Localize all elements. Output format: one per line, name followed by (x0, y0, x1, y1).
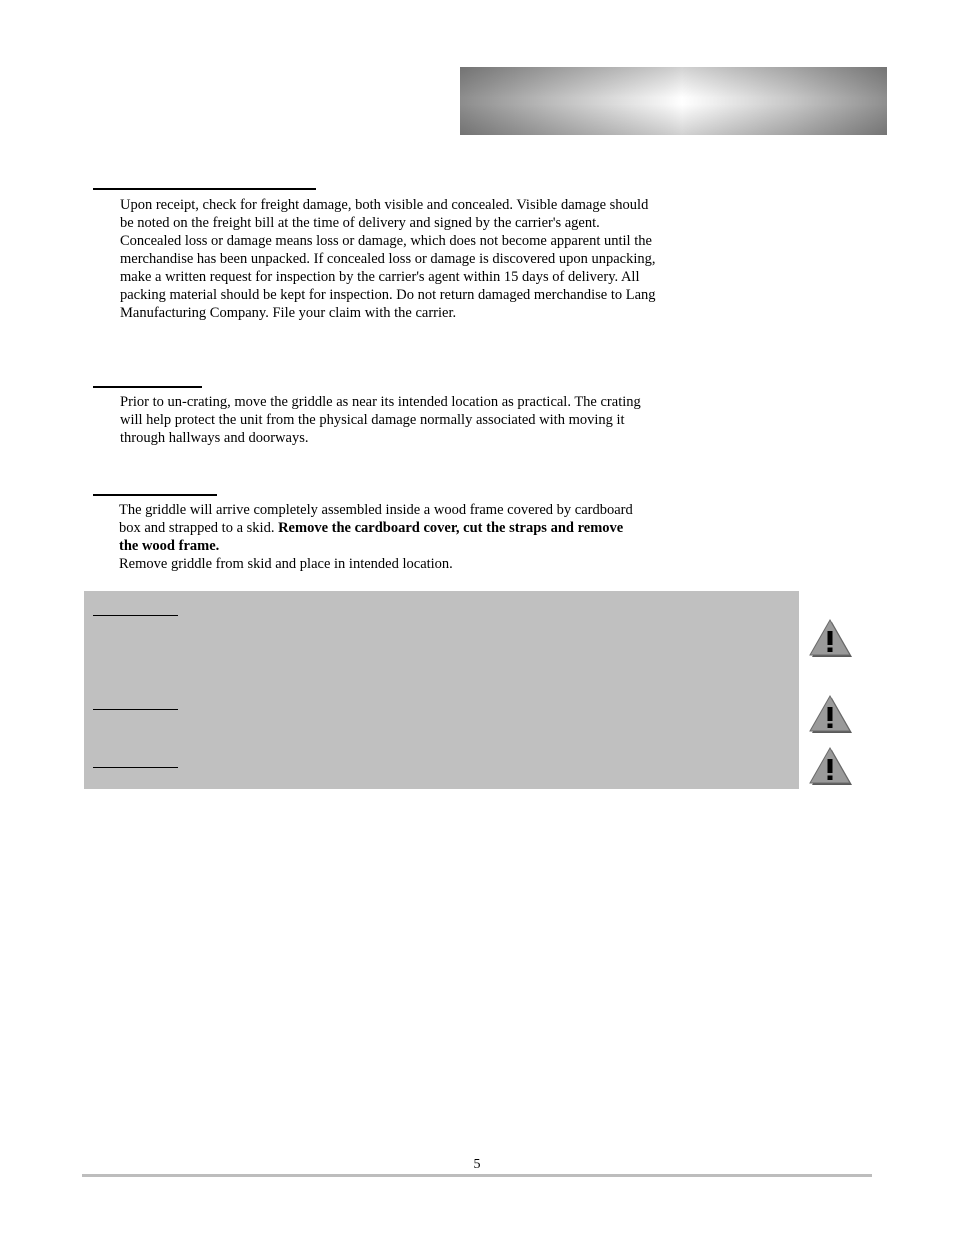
receiving-paragraph: Upon receipt, check for freight damage, both visible and concealed. Visible damage should be noted on the freight bill at the time of delivery and signed by the carrier's agent. Concealed loss or damage means loss or damage, which does not become apparent until the merchandise has been unpacked. If concealed loss or damage is discovered upon unpacking, make a written request for inspection by the carrier's agent within 15 days of delivery. All packing material should be kept for inspection. Do not return damaged merchandise to Lang Manufacturing Company. File your claim with the carrier. (120, 197, 656, 321)
section-header-banner (460, 67, 887, 135)
warning-heading-rule (93, 709, 178, 710)
warning-box (84, 591, 799, 789)
warning-triangle-icon (807, 746, 853, 786)
uncrating-paragraph (119, 501, 639, 573)
footer-rule (82, 1174, 872, 1177)
section-heading-rule-location (93, 386, 202, 388)
location-paragraph: Prior to un-crating, move the griddle as near its intended location as practical. The crating will help protect the unit from the physical damage normally associated with moving it through hallways and doorways. (120, 394, 641, 446)
warning-heading-rule (93, 767, 178, 768)
uncrating-text-end: Remove griddle from skid and place in intended location. (119, 556, 453, 572)
uncrating-text-bold: Remove the cardboard cover, cut the straps and remove the wood frame. (119, 520, 624, 554)
page-number: 5 (473, 1157, 481, 1172)
section-heading-rule-receiving (93, 188, 316, 190)
section-heading-rule-uncrating (93, 494, 217, 496)
warning-triangle-icon (807, 618, 853, 658)
uncrating-text-start: The griddle will arrive completely assembled inside a wood frame covered by cardboard box and strapped to a skid. (119, 502, 633, 536)
warning-heading-rule (93, 615, 178, 616)
warning-triangle-icon (807, 694, 853, 734)
